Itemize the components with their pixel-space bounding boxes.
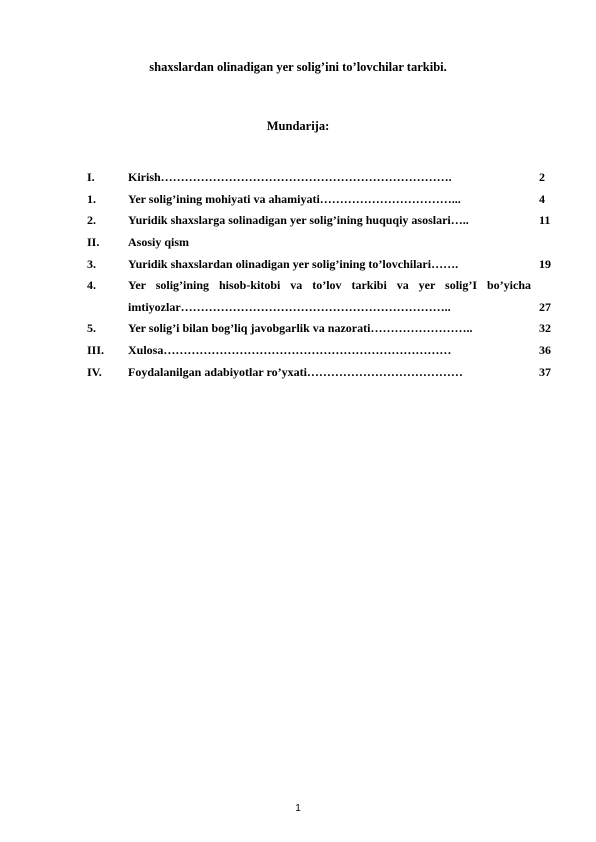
toc-entry-number: I. <box>87 170 95 185</box>
toc-entry-number: 2. <box>87 213 96 228</box>
toc-entry-title: Foydalanilgan adabiyotlar ro’yxati………………………………… <box>128 364 463 379</box>
toc-entry <box>87 275 561 297</box>
toc-entry <box>87 167 561 189</box>
toc-heading: Mundarija: <box>266 119 330 133</box>
toc-entry-title: Xulosa……………………………………………………………… <box>128 343 452 358</box>
toc-entry-page: 37 <box>539 364 551 379</box>
toc-entry-page: 2 <box>539 170 545 185</box>
toc-entry <box>87 340 561 362</box>
toc-entry <box>87 210 561 232</box>
toc-entry-title: Asosiy qism <box>128 235 190 250</box>
toc-entry-page: 19 <box>539 256 551 271</box>
toc-entry <box>87 189 561 211</box>
toc-entry-number: 3. <box>87 256 96 271</box>
toc-entry-number: 5. <box>87 321 96 336</box>
toc-entry <box>87 232 561 254</box>
toc-entry-number: II. <box>87 235 100 250</box>
toc-entry-continuation <box>87 297 561 319</box>
toc-entry-title: Yer solig’ining hisob-kitobi va to’lov tarkibi va yer solig’I bo’yicha <box>128 278 531 293</box>
page-title: shaxslardan olinadigan yer solig’ini to’lovchilar tarkibi. <box>149 60 447 74</box>
toc-entry-page: 4 <box>539 191 545 206</box>
toc-entry <box>87 253 561 275</box>
page-number: 1 <box>295 803 301 814</box>
toc-entry-page: 27 <box>539 299 551 314</box>
table-of-contents <box>87 167 561 383</box>
toc-entry-title: Yuridik shaxslarga solinadigan yer solig’ining huquqiy asoslari….. <box>128 213 469 228</box>
toc-entry-number: 4. <box>87 278 96 293</box>
toc-entry <box>87 318 561 340</box>
toc-entry-number: III. <box>87 343 105 358</box>
toc-entry-number: IV. <box>87 364 102 379</box>
toc-entry-title: Yer solig’ining mohiyati va ahamiyati……………………………... <box>128 191 461 206</box>
toc-entry-title: Yer solig’i bilan bog’liq javobgarlik va nazorati…………………….. <box>128 321 473 336</box>
toc-entry-page: 36 <box>539 343 551 358</box>
toc-entry <box>87 361 561 383</box>
toc-entry-page: 32 <box>539 321 551 336</box>
toc-entry-title: imtiyozlar………………………………………………………….. <box>128 299 451 314</box>
toc-entry-page: 11 <box>539 213 551 228</box>
toc-entry-title: Kirish………………………………………………………………. <box>128 170 452 185</box>
toc-entry-title: Yuridik shaxslardan olinadigan yer solig’ining to’lovchilari……. <box>128 256 459 271</box>
toc-entry-number: 1. <box>87 191 96 206</box>
